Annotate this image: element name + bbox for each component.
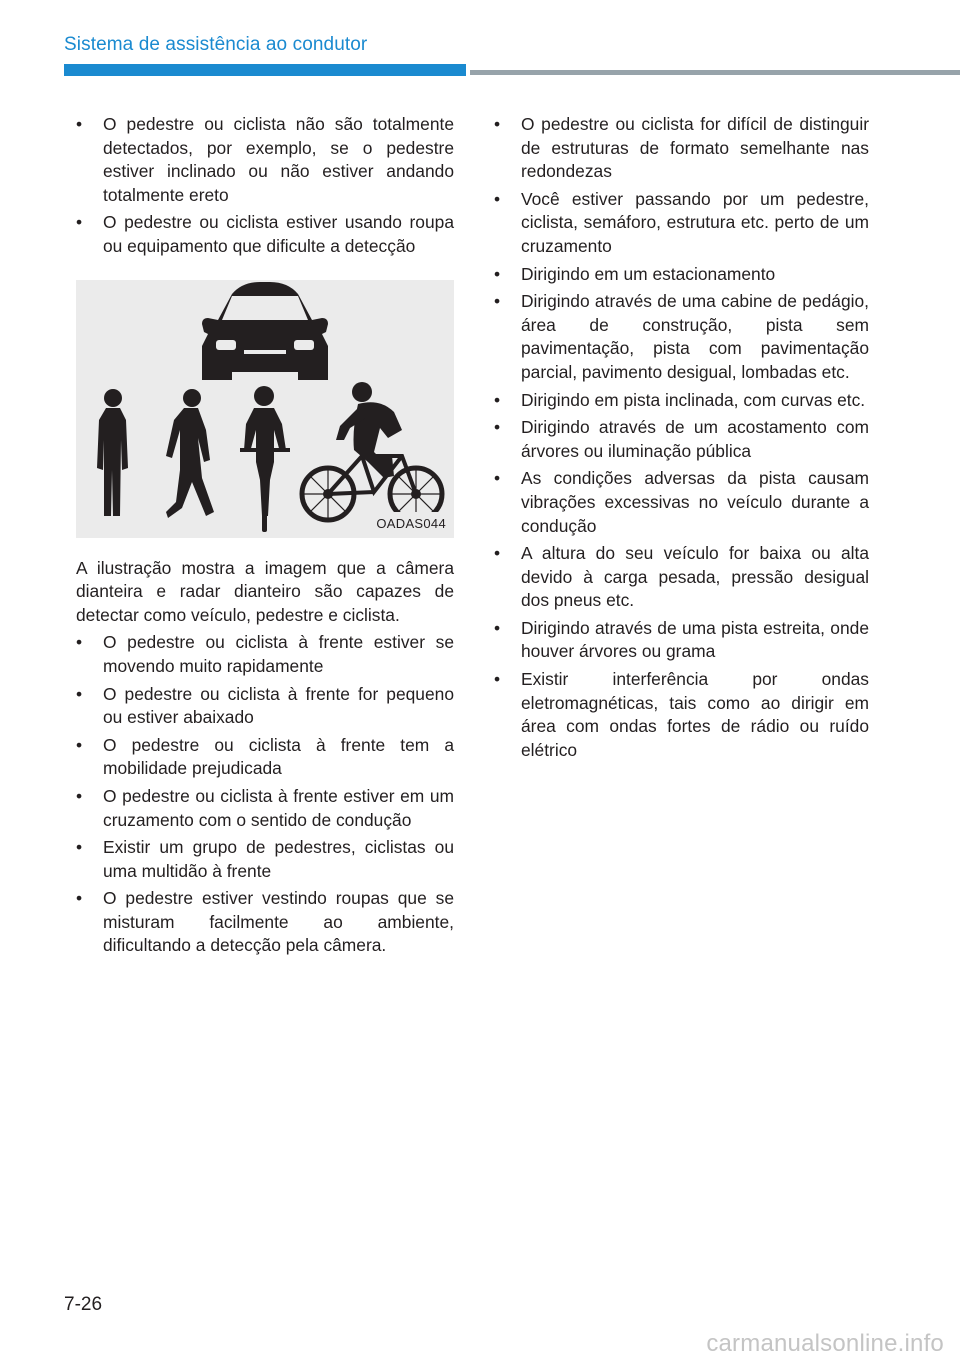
cyclist-side-icon: [302, 382, 442, 520]
list-item: • A altura do seu veículo for baixa ou alta devido à carga pesada, pressão desigual dos pneus etc.: [494, 542, 869, 613]
list-item: • Dirigindo em pista inclinada, com curvas etc.: [494, 389, 869, 413]
right-column: [494, 113, 869, 766]
list-item: • O pedestre ou ciclista não são totalmente detectados, por exemplo, se o pedestre estiver inclinado ou não estiver andando totalmente ereto: [76, 113, 454, 207]
car-icon: [202, 282, 328, 380]
list-item: • O pedestre ou ciclista for difícil de distinguir de estruturas de formato semelhante nas redondezas: [494, 113, 869, 184]
header-rule-blue: [64, 64, 466, 76]
bullet-list-right: [494, 113, 869, 762]
list-item: • Existir interferência por ondas eletromagnéticas, tais como ao dirigir em área com ondas fortes de rádio ou ruído elétrico: [494, 668, 869, 762]
bullet-list-top: [76, 113, 454, 259]
list-item: • Dirigindo através de uma cabine de pedágio, área de construção, pista sem pavimentação, pista com pavimentação parcial, pavimento desigual, lombadas etc.: [494, 290, 869, 384]
list-item: • O pedestre ou ciclista à frente for pequeno ou estiver abaixado: [76, 683, 454, 730]
list-item: • Existir um grupo de pedestres, ciclistas ou uma multidão à frente: [76, 836, 454, 883]
page-header-title: Sistema de assistência ao condutor: [64, 34, 368, 55]
list-item: • O pedestre ou ciclista estiver usando roupa ou equipamento que dificulte a detecção: [76, 211, 454, 258]
illustration-figure: [76, 280, 454, 538]
list-item: • Dirigindo através de um acostamento com árvores ou iluminação pública: [494, 416, 869, 463]
header-rule-gray: [470, 70, 960, 75]
page-number: 7-26: [64, 1294, 103, 1315]
list-item: • Dirigindo em um estacionamento: [494, 263, 869, 287]
list-item: • O pedestre ou ciclista à frente estiver em um cruzamento com o sentido de condução: [76, 785, 454, 832]
detection-illustration: [76, 280, 454, 538]
list-item: • Você estiver passando por um pedestre, ciclista, semáforo, estrutura etc. perto de um cruzamento: [494, 188, 869, 259]
pedestrian-walking-icon: [166, 389, 214, 518]
list-item: • O pedestre estiver vestindo roupas que se misturam facilmente ao ambiente, dificultando a detecção pela câmera.: [76, 887, 454, 958]
pedestrian-standing-icon: [97, 389, 128, 516]
list-item: • Dirigindo através de uma pista estreita, onde houver árvores ou grama: [494, 617, 869, 664]
list-item: • As condições adversas da pista causam vibrações excessivas no veículo durante a condução: [494, 467, 869, 538]
cyclist-front-icon: [240, 386, 290, 532]
bullet-list-bottom: [76, 631, 454, 958]
left-column: [76, 113, 454, 962]
watermark-link[interactable]: carmanualsonline.info: [706, 1330, 944, 1357]
illustration-caption-paragraph: A ilustração mostra a imagem que a câmera dianteira e radar dianteiro são capazes de detectar como veículo, pedestre e ciclista.: [76, 557, 454, 625]
list-item: • O pedestre ou ciclista à frente estiver se movendo muito rapidamente: [76, 631, 454, 678]
figure-code-label: OADAS044: [374, 512, 448, 536]
list-item: • O pedestre ou ciclista à frente tem a mobilidade prejudicada: [76, 734, 454, 781]
